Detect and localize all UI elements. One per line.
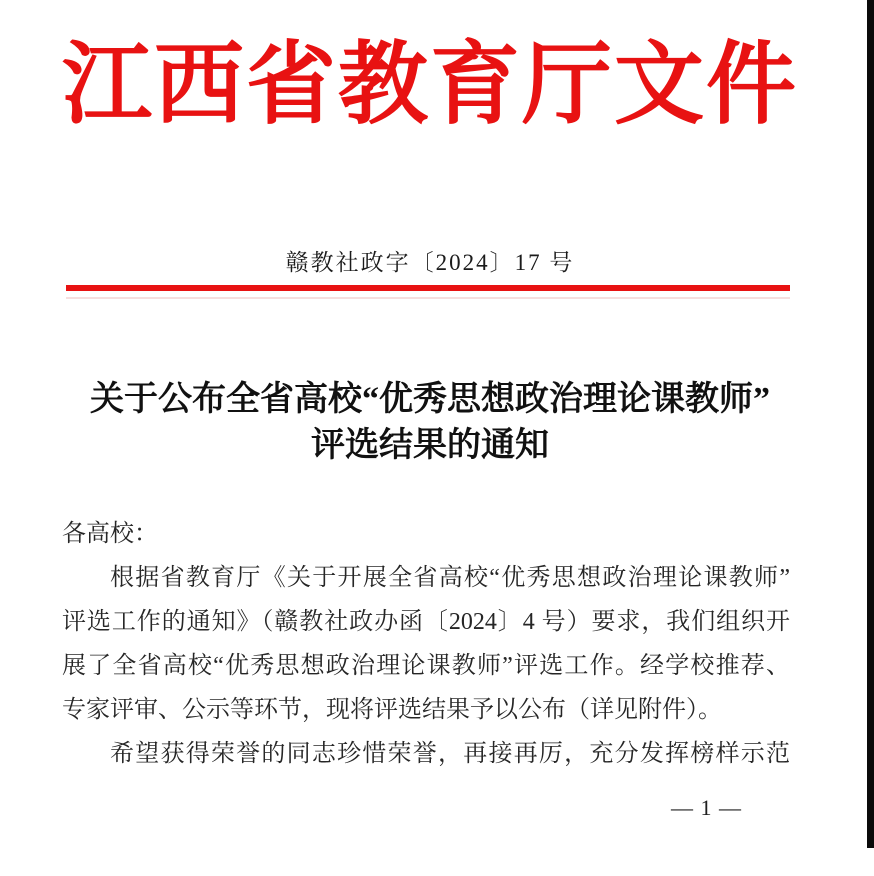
body-line: 根据省教育厅《关于开展全省高校“优秀思想政治理论课教师” — [110, 565, 790, 591]
body-line: 展了全省高校“优秀思想政治理论课教师”评选工作。经学校推荐、 — [62, 653, 790, 679]
separator-shadow-line — [66, 297, 790, 299]
body-text — [62, 512, 790, 776]
title-line-1: 关于公布全省高校“优秀思想政治理论课教师” — [90, 381, 770, 418]
body-line: 希望获得荣誉的同志珍惜荣誉，再接再厉，充分发挥榜样示范 — [110, 741, 790, 767]
document-title — [0, 377, 860, 469]
body-line: 专家评审、公示等环节，现将评选结果予以公布（详见附件）。 — [62, 697, 722, 723]
document-number: 赣教社政字〔2024〕17 号 — [285, 250, 575, 275]
page-number: — 1 — — [671, 795, 742, 820]
scan-edge-strip — [867, 0, 874, 848]
red-separator-line — [66, 285, 790, 291]
body-line: 评选工作的通知》（赣教社政办函〔2024〕4 号）要求，我们组织开 — [62, 609, 790, 635]
salutation: 各高校： — [62, 521, 158, 547]
letterhead-title: 江西省教育厅文件 — [62, 36, 798, 135]
title-line-2: 评选结果的通知 — [311, 427, 549, 464]
